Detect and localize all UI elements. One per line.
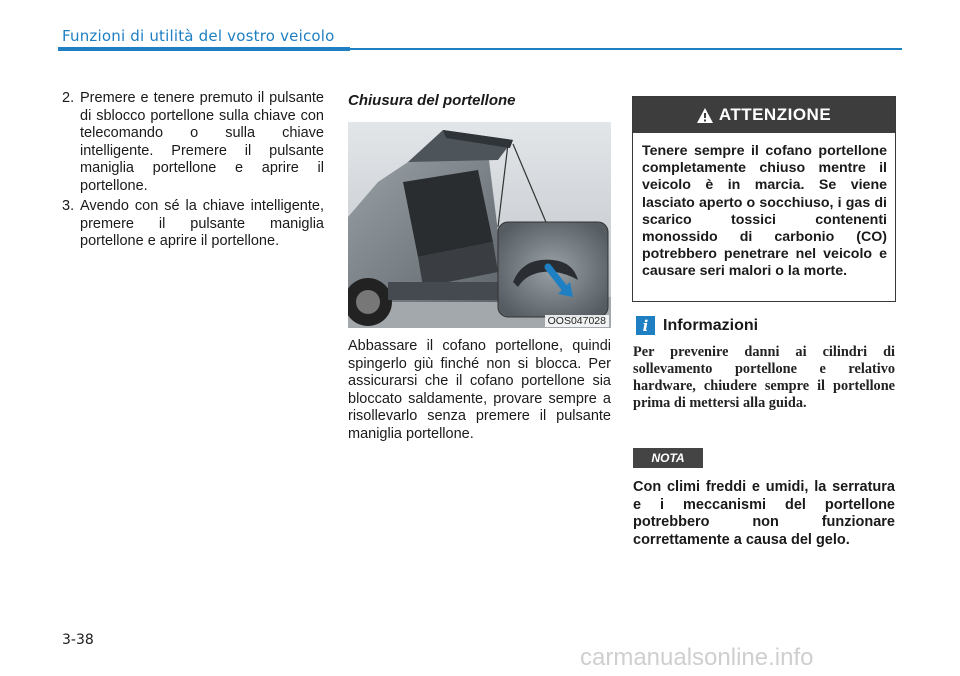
step-item (62, 198, 324, 251)
tailgate-photo (348, 122, 611, 328)
step-item (62, 90, 324, 195)
note-text: Con climi freddi e umidi, la serratura e i meccanismi del portellone potrebbero non funzionare correttamente a causa del gelo. (633, 479, 895, 548)
step-number: 3. (62, 198, 75, 214)
info-title: Informazioni (663, 316, 759, 334)
tailgate-illustration (348, 122, 611, 328)
warning-icon (697, 108, 713, 123)
info-text: Per prevenire danni ai cilindri di sollevamento portellone e relativo hardware, chiudere sempre il portellone prima di mettersi alla guida. (633, 344, 895, 411)
image-caption: OOS047028 (545, 315, 609, 327)
warning-text: Tenere sempre il cofano portellone completamente chiuso mentre il veicolo è in marcia. Se viene lasciato aperto o socchiuso, i gas di scarico tossici contenenti monossido di carbonio (CO) potrebbero penetrare nel veicolo e causare seri malori o la morte. (642, 143, 887, 280)
closing-section (348, 92, 611, 443)
note-badge: NOTA (633, 448, 703, 468)
steps-column (62, 90, 324, 254)
step-text: Avendo con sé la chiave intelligente, premere il pulsante maniglia portellone e aprire il portellone. (80, 198, 324, 249)
watermark: carmanualsonline.info (580, 644, 814, 671)
step-number: 2. (62, 90, 75, 106)
info-icon: i (636, 316, 655, 335)
step-text: Premere e tenere premuto il pulsante di sblocco portellone sulla chiave con telecomando o sulla chiave intelligente. Premere il pulsante maniglia portellone e aprire il portellone. (80, 90, 324, 194)
section-header-title: Funzioni di utilità del vostro veicolo (62, 27, 335, 45)
warning-box (632, 96, 896, 302)
info-header (636, 316, 758, 335)
warning-title: ATTENZIONE (718, 105, 832, 124)
section-title: Chiusura del portellone (348, 92, 516, 109)
header-rule-thin (350, 48, 902, 50)
page-number: 3-38 (62, 632, 94, 648)
closing-body-text: Abbassare il cofano portellone, quindi spingerlo giù finché non si blocca. Per assicurarsi che il cofano portellone sia bloccato saldamente, provare sempre a risollevarlo senza premere il pulsante maniglia portellone. (348, 338, 611, 442)
header-rule-thick (58, 47, 350, 51)
warning-header (633, 97, 895, 133)
